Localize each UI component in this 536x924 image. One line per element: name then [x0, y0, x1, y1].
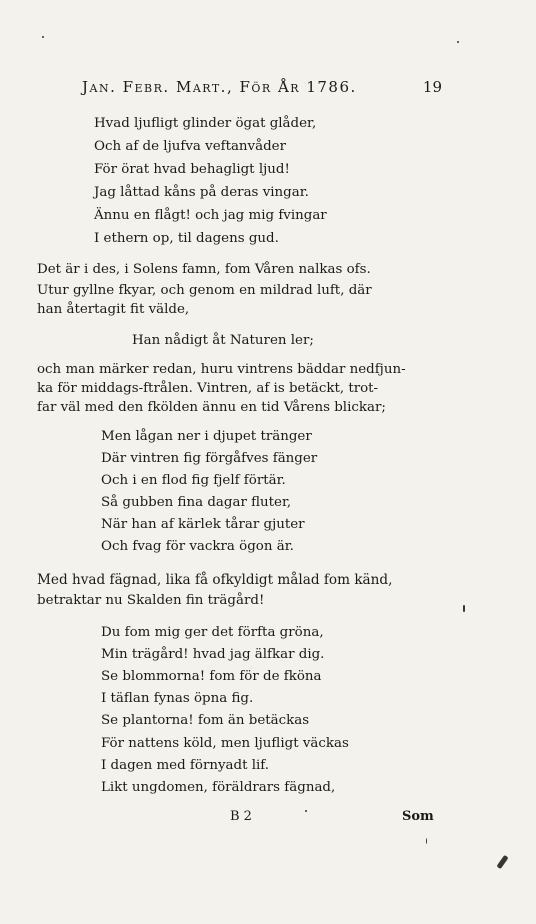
poem-line: Och i en flod fig fjelf förtär.	[101, 473, 286, 488]
poem-line: För nattens köld, men ljufligt väckas	[101, 736, 349, 751]
prose-line: ka för middags-ftrålen. Vintren, af is betäckt, trot-	[37, 381, 379, 396]
prose-line: Det är i des, i Solens famn, fom Våren nalkas ofs.	[37, 262, 371, 277]
centered-verse: Han nådigt åt Naturen ler;	[132, 333, 314, 348]
prose-line: far väl med den fkölden ännu en tid Vårens blickar;	[37, 400, 386, 415]
prose-line: Med hvad fägnad, lika få ofkyldigt målad fom känd,	[37, 572, 393, 588]
prose-line: betraktar nu Skalden fin trägård!	[37, 593, 265, 608]
poem-line: Se blommorna! fom för de fköna	[101, 669, 322, 684]
poem-line: Ännu en flågt! och jag mig fvingar	[94, 208, 327, 223]
poem-line: Min trägård! hvad jag älfkar dig.	[101, 647, 325, 662]
poem-line: Hvad ljufligt glinder ögat glåder,	[94, 116, 317, 131]
prose-line: och man märker redan, huru vintrens bäddar nedfjun-	[37, 362, 406, 377]
prose-line: Utur gyllne fkyar, och genom en mildrad luft, där	[37, 283, 372, 298]
poem-line: Där vintren fig förgåfves fänger	[101, 451, 318, 466]
poem-line: Men lågan ner i djupet tränger	[101, 429, 312, 444]
ink-speck	[426, 838, 427, 844]
ink-speck	[463, 605, 465, 612]
ink-speck	[42, 36, 44, 38]
poem-line: För örat hvad behagligt ljud!	[94, 162, 290, 177]
running-header	[82, 78, 442, 100]
poem-line: Och af de ljufva veftanvåder	[94, 139, 287, 154]
ink-speck	[305, 810, 307, 812]
poem-line: I ethern op, til dagens gud.	[94, 231, 279, 246]
poem-line: I täflan fynas öpna fig.	[101, 691, 254, 706]
poem-line: Se plantorna! fom än betäckas	[101, 713, 310, 728]
poem-line: I dagen med förnyadt lif.	[101, 758, 270, 773]
poem-line: Likt ungdomen, föräldrars fägnad,	[101, 780, 336, 795]
catchword: Som	[402, 809, 434, 824]
page-number: 19	[422, 78, 442, 96]
poem-line: När han af kärlek tårar gjuter	[101, 517, 305, 532]
signature-mark: B 2	[230, 809, 252, 824]
poem-line: Du fom mig ger det förfta gröna,	[101, 625, 324, 640]
ink-speck	[496, 855, 508, 869]
running-head-title: Jan. Febr. Mart., För År 1786.	[82, 78, 357, 96]
poem-line: Och fvag för vackra ögon är.	[101, 539, 294, 554]
poem-line: Så gubben fina dagar fluter,	[101, 495, 292, 510]
prose-line: han återtagit fit välde,	[37, 302, 190, 317]
ink-speck	[457, 41, 459, 43]
poem-line: Jag låttad kåns på deras vingar.	[94, 185, 309, 200]
